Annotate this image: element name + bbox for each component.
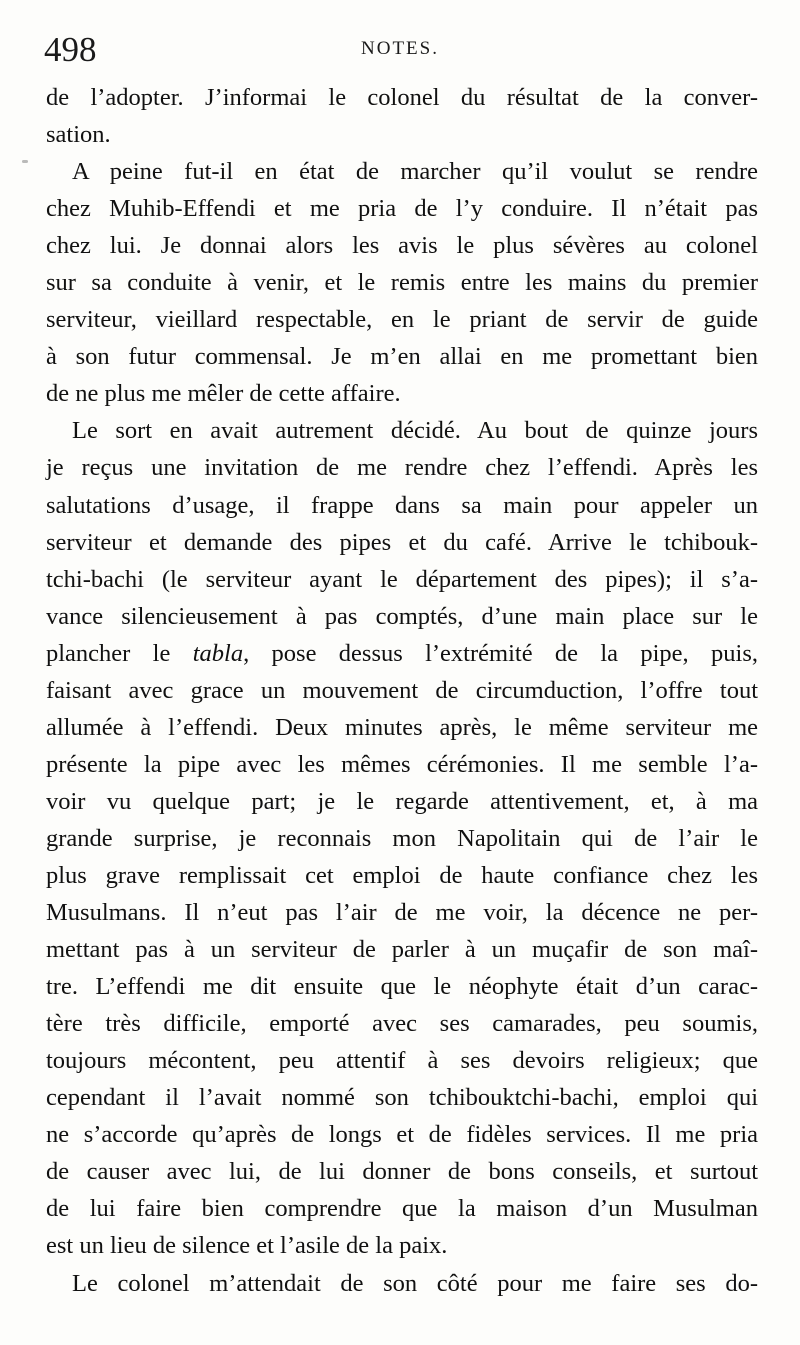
text-line: est un lieu de silence et l’asile de la paix. xyxy=(46,1232,448,1260)
text-line: faisant avec grace un mouvement de circumduction, l’offre tout xyxy=(46,676,758,704)
page-number: 498 xyxy=(44,30,97,69)
text-line: sation. xyxy=(46,121,111,149)
text-line: grande surprise, je reconnais mon Napolitain qui de l’air le xyxy=(46,824,758,852)
running-head: NOTES. xyxy=(361,38,439,59)
text-line: plancher le tabla, pose dessus l’extrémité de la pipe, puis, xyxy=(46,639,758,667)
text-line: de lui faire bien comprendre que la maison d’un Musulman xyxy=(46,1195,758,1223)
text-line: Musulmans. Il n’eut pas l’air de me voir, la décence ne per- xyxy=(46,899,758,927)
text-line: cependant il l’avait nommé son tchibouktchi-bachi, emploi qui xyxy=(46,1084,758,1112)
text-line: je reçus une invitation de me rendre chez l’effendi. Après les xyxy=(46,454,758,482)
text-line: chez lui. Je donnai alors les avis le plus sévères au colonel xyxy=(46,232,758,260)
text-line: chez Muhib-Effendi et me pria de l’y conduire. Il n’était pas xyxy=(46,195,758,223)
text-line: Le colonel m’attendait de son côté pour me faire ses do- xyxy=(72,1269,758,1297)
text-line: présente la pipe avec les mêmes cérémonies. Il me semble l’a- xyxy=(46,750,758,778)
text-line: tre. L’effendi me dit ensuite que le néophyte était d’un carac- xyxy=(46,973,758,1001)
text-line: voir vu quelque part; je le regarde attentivement, et, à ma xyxy=(46,787,758,815)
italic-word: tabla xyxy=(192,639,244,667)
ink-speck xyxy=(22,160,28,163)
text-line: de l’adopter. J’informai le colonel du résultat de la conver- xyxy=(46,84,758,111)
text-line: allumée à l’effendi. Deux minutes après, le même serviteur me xyxy=(46,713,758,741)
text-line: vance silencieusement à pas comptés, d’une main place sur le xyxy=(46,602,758,630)
text-line: ne s’accorde qu’après de longs et de fidèles services. Il me pria xyxy=(46,1121,758,1149)
text-line: A peine fut-il en état de marcher qu’il voulut se rendre xyxy=(72,158,758,186)
body-text xyxy=(46,79,758,1302)
text-line: toujours mécontent, peu attentif à ses devoirs religieux; que xyxy=(46,1047,758,1075)
text-line: tère très difficile, emporté avec ses camarades, peu soumis, xyxy=(46,1010,758,1038)
text-line: salutations d’usage, il frappe dans sa main pour appeler un xyxy=(46,491,758,519)
text-line: Le sort en avait autrement décidé. Au bout de quinze jours xyxy=(72,417,758,445)
text-line: mettant pas à un serviteur de parler à un muçafir de son maî- xyxy=(46,936,758,964)
text-line: de ne plus me mêler de cette affaire. xyxy=(46,380,401,408)
text-line: sur sa conduite à venir, et le remis entre les mains du premier xyxy=(46,269,758,297)
text-line: de causer avec lui, de lui donner de bons conseils, et surtout xyxy=(46,1158,758,1186)
text-line: serviteur et demande des pipes et du café. Arrive le tchibouk- xyxy=(46,528,758,556)
text-line: tchi-bachi (le serviteur ayant le département des pipes); il s’a- xyxy=(46,565,758,593)
text-line: serviteur, vieillard respectable, en le priant de servir de guide xyxy=(46,306,758,334)
text-line: plus grave remplissait cet emploi de haute confiance chez les xyxy=(46,861,758,889)
text-line: à son futur commensal. Je m’en allai en me promettant bien xyxy=(46,343,758,371)
